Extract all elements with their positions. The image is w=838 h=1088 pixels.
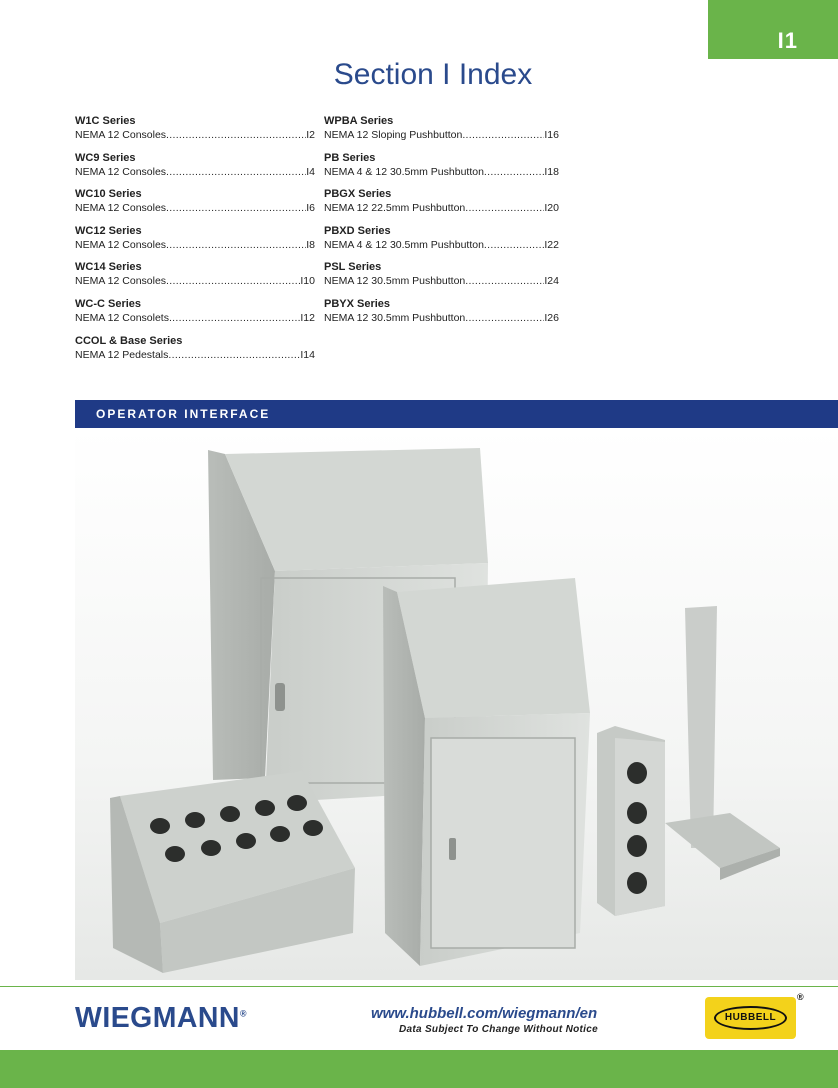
series-name: PBGX Series bbox=[324, 188, 392, 201]
banner-label: OPERATOR INTERFACE bbox=[96, 407, 271, 421]
series-name: PSL Series bbox=[324, 261, 382, 274]
index-entry[interactable] bbox=[324, 187, 559, 224]
index-entry[interactable] bbox=[324, 224, 559, 261]
leader-dots bbox=[166, 165, 306, 179]
index-column-left bbox=[75, 114, 315, 370]
leader-dots bbox=[465, 274, 544, 288]
index-column-right bbox=[324, 114, 559, 334]
series-desc: NEMA 12 Sloping Pushbutton bbox=[324, 129, 463, 141]
series-name: WPBA Series bbox=[324, 115, 394, 127]
series-desc: NEMA 12 Consoles bbox=[75, 275, 167, 288]
index-entry[interactable] bbox=[324, 114, 559, 151]
sloping-console bbox=[383, 578, 590, 966]
hubbell-logo-oval bbox=[714, 1006, 787, 1030]
page-ref: I22 bbox=[544, 238, 559, 251]
series-desc: NEMA 4 & 12 30.5mm Pushbutton bbox=[324, 238, 484, 251]
leader-dots bbox=[465, 201, 544, 215]
series-desc: NEMA 12 Consolets bbox=[75, 311, 169, 324]
index-entry[interactable] bbox=[75, 260, 315, 297]
product-photo bbox=[75, 428, 838, 980]
index-entry[interactable] bbox=[324, 260, 559, 297]
pushbutton-enclosure bbox=[597, 726, 665, 916]
series-desc: NEMA 12 30.5mm Pushbutton bbox=[324, 311, 466, 324]
section-banner bbox=[75, 400, 838, 428]
series-name: WC-C Series bbox=[75, 297, 142, 310]
index-entry[interactable] bbox=[75, 334, 315, 371]
series-name: WC12 Series bbox=[75, 224, 142, 237]
leader-dots bbox=[166, 274, 300, 288]
wiegmann-logo-text: WIEGMANN bbox=[75, 1002, 240, 1034]
series-name: W1C Series bbox=[75, 115, 136, 127]
series-desc: NEMA 12 Consoles bbox=[75, 202, 167, 215]
page-ref: I16 bbox=[544, 129, 559, 141]
leader-dots bbox=[465, 311, 544, 325]
footer-band bbox=[0, 1050, 838, 1088]
series-name: WC10 Series bbox=[75, 188, 142, 201]
page-title: Section I Index bbox=[333, 58, 533, 91]
series-desc: NEMA 12 Consoles bbox=[75, 238, 167, 251]
index-entry[interactable] bbox=[75, 297, 315, 334]
section-tab bbox=[708, 0, 838, 59]
page-ref: I10 bbox=[300, 275, 315, 288]
page-ref: I6 bbox=[306, 202, 315, 215]
section-tab-label: I1 bbox=[777, 28, 798, 53]
wiegmann-registered-mark: ® bbox=[239, 1008, 247, 1019]
series-desc: NEMA 12 Consoles bbox=[75, 165, 167, 178]
page-ref: I14 bbox=[300, 348, 315, 361]
website-link[interactable]: www.hubbell.com/wiegmann/en bbox=[371, 1005, 598, 1022]
index-entry[interactable] bbox=[324, 151, 559, 188]
disclaimer: Data Subject To Change Without Notice bbox=[399, 1024, 598, 1035]
wiegmann-logo bbox=[75, 1002, 247, 1035]
footer-rule bbox=[0, 986, 838, 987]
page-ref: I2 bbox=[306, 129, 315, 141]
series-desc: NEMA 12 22.5mm Pushbutton bbox=[324, 202, 466, 215]
index-entry[interactable] bbox=[324, 297, 559, 334]
series-name: PBYX Series bbox=[324, 297, 391, 310]
index-entry[interactable] bbox=[75, 151, 315, 188]
series-name: PBXD Series bbox=[324, 224, 391, 237]
page-ref: I4 bbox=[306, 165, 315, 178]
index-entry[interactable] bbox=[75, 224, 315, 261]
leader-dots bbox=[484, 165, 544, 179]
leader-dots bbox=[166, 128, 306, 142]
leader-dots bbox=[169, 311, 300, 325]
page-ref: I24 bbox=[544, 275, 559, 288]
series-name: CCOL & Base Series bbox=[75, 334, 183, 347]
series-name: WC14 Series bbox=[75, 261, 142, 274]
leader-dots bbox=[462, 128, 544, 142]
series-name: WC9 Series bbox=[75, 151, 136, 164]
leader-dots bbox=[166, 201, 306, 215]
leader-dots bbox=[484, 238, 544, 252]
hubbell-logo-text: HUBBELL bbox=[724, 1012, 777, 1023]
index-entry[interactable] bbox=[75, 187, 315, 224]
leader-dots bbox=[168, 348, 300, 362]
index-entry[interactable] bbox=[75, 114, 315, 151]
page-ref: I20 bbox=[544, 202, 559, 215]
series-desc: NEMA 12 Pedestals bbox=[75, 348, 169, 361]
page-ref: I26 bbox=[544, 311, 559, 324]
series-desc: NEMA 4 & 12 30.5mm Pushbutton bbox=[324, 165, 484, 178]
leader-dots bbox=[166, 238, 306, 252]
page-ref: I18 bbox=[544, 165, 559, 178]
page-ref: I12 bbox=[300, 311, 315, 324]
registered-mark: ® bbox=[797, 992, 804, 1002]
page-ref: I8 bbox=[306, 238, 315, 251]
series-desc: NEMA 12 Consoles bbox=[75, 129, 167, 141]
series-desc: NEMA 12 30.5mm Pushbutton bbox=[324, 275, 466, 288]
series-name: PB Series bbox=[324, 151, 376, 164]
hubbell-logo bbox=[705, 997, 796, 1039]
